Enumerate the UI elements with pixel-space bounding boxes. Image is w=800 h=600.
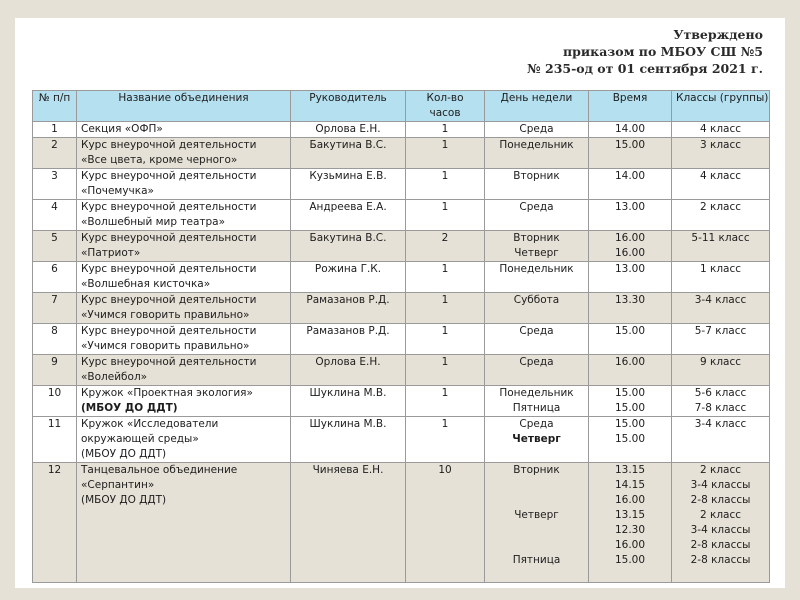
cell-classes-line: 3-4 классы — [690, 524, 751, 536]
cell-day-line: Понедельник — [499, 387, 574, 399]
cell-classes — [672, 231, 770, 262]
cell-leader: Шуклина М.В. — [291, 417, 406, 463]
cell-name — [77, 231, 291, 262]
cell-name-line: Курс внеурочной деятельности — [81, 139, 257, 151]
cell-classes-line: 1 класс — [699, 263, 742, 275]
cell-day-line: Четверг — [514, 509, 559, 521]
table-row — [33, 231, 770, 262]
cell-num: 12 — [33, 463, 77, 583]
cell-classes-line: 2 класс — [699, 464, 742, 476]
cell-num: 11 — [33, 417, 77, 463]
table-row — [33, 169, 770, 200]
cell-time-line: 16.00 — [614, 247, 646, 259]
cell-num: 2 — [33, 138, 77, 169]
cell-classes-line: 2 класс — [699, 509, 742, 521]
cell-classes — [672, 138, 770, 169]
cell-hours: 2 — [406, 231, 485, 262]
cell-time-line: 15.00 — [614, 325, 646, 337]
approval-line-1: Утверждено — [673, 27, 763, 42]
cell-time-line: 13.00 — [614, 263, 646, 275]
cell-name-line: «Учимся говорить правильно» — [81, 309, 250, 321]
cell-time-line: 15.00 — [614, 402, 646, 414]
cell-name-line: окружающей среды» — [81, 433, 199, 445]
cell-day-line — [489, 523, 584, 538]
cell-classes-line: 3-4 классы — [690, 479, 751, 491]
table-row — [33, 138, 770, 169]
cell-time-line: 13.30 — [614, 294, 646, 306]
cell-time — [589, 463, 672, 583]
cell-classes — [672, 262, 770, 293]
cell-time-line: 14.00 — [614, 123, 646, 135]
cell-day — [485, 231, 589, 262]
cell-name-line: Кружок «Проектная экология» — [81, 387, 253, 399]
cell-day-line: Пятница — [512, 554, 561, 566]
cell-hours: 1 — [406, 293, 485, 324]
cell-num: 3 — [33, 169, 77, 200]
cell-day — [485, 463, 589, 583]
cell-leader: Орлова Е.Н. — [291, 355, 406, 386]
cell-hours: 10 — [406, 463, 485, 583]
cell-classes-line: 4 класс — [699, 123, 742, 135]
table-row — [33, 463, 770, 583]
cell-hours: 1 — [406, 169, 485, 200]
cell-classes — [672, 293, 770, 324]
table-body — [33, 122, 770, 583]
cell-name — [77, 417, 291, 463]
cell-time-line: 15.00 — [614, 554, 646, 566]
cell-time — [589, 200, 672, 231]
cell-name — [77, 262, 291, 293]
cell-classes — [672, 169, 770, 200]
cell-time-line: 15.00 — [614, 387, 646, 399]
cell-day-line: Среда — [519, 201, 554, 213]
cell-time — [589, 417, 672, 463]
cell-classes-line: 5-6 класс — [694, 387, 747, 399]
cell-hours: 1 — [406, 386, 485, 417]
cell-num: 7 — [33, 293, 77, 324]
cell-day — [485, 293, 589, 324]
cell-day-line: Среда — [519, 325, 554, 337]
cell-time — [589, 122, 672, 138]
cell-classes-line: 2-8 классы — [690, 494, 751, 506]
header-hours: Кол-во часов — [406, 91, 485, 122]
cell-time-line: 16.00 — [614, 539, 646, 551]
cell-day-line: Четверг — [512, 433, 561, 445]
cell-name-line: (МБОУ ДО ДДТ) — [81, 402, 178, 414]
table-row — [33, 417, 770, 463]
cell-day-line: Вторник — [513, 232, 560, 244]
cell-day — [485, 262, 589, 293]
cell-classes — [672, 355, 770, 386]
cell-num: 5 — [33, 231, 77, 262]
cell-leader: Чиняева Е.Н. — [291, 463, 406, 583]
table-row — [33, 324, 770, 355]
cell-classes-line: 2 класс — [699, 201, 742, 213]
cell-day-line: Суббота — [513, 294, 560, 306]
cell-name — [77, 169, 291, 200]
table-row — [33, 386, 770, 417]
cell-time-line: 12.30 — [614, 524, 646, 536]
cell-classes-line: 3-4 класс — [694, 294, 747, 306]
cell-time — [589, 386, 672, 417]
cell-name-line: (МБОУ ДО ДДТ) — [81, 448, 167, 460]
cell-hours: 1 — [406, 355, 485, 386]
cell-name-line: Секция «ОФП» — [81, 123, 163, 135]
cell-name — [77, 138, 291, 169]
cell-day — [485, 200, 589, 231]
cell-num: 8 — [33, 324, 77, 355]
cell-day-line: Среда — [519, 418, 554, 430]
table-row — [33, 293, 770, 324]
cell-day — [485, 386, 589, 417]
cell-time — [589, 231, 672, 262]
cell-day-line — [489, 478, 584, 493]
cell-num: 1 — [33, 122, 77, 138]
cell-name — [77, 355, 291, 386]
header-day: День недели — [485, 91, 589, 122]
cell-name-line: «Волейбол» — [81, 371, 148, 383]
cell-leader: Бакутина В.С. — [291, 138, 406, 169]
cell-day-line — [489, 493, 584, 508]
table-row — [33, 122, 770, 138]
cell-name-line: Курс внеурочной деятельности — [81, 294, 257, 306]
cell-name-line: «Патриот» — [81, 247, 141, 259]
cell-classes-line: 3-4 класс — [694, 418, 747, 430]
cell-time — [589, 169, 672, 200]
cell-time-line: 14.15 — [614, 479, 646, 491]
header-time: Время — [589, 91, 672, 122]
cell-time-line: 13.00 — [614, 201, 646, 213]
table-header-row — [33, 91, 770, 122]
cell-time-line: 16.00 — [614, 232, 646, 244]
cell-hours: 1 — [406, 122, 485, 138]
cell-name-line: Курс внеурочной деятельности — [81, 325, 257, 337]
cell-name-line: Танцевальное объединение — [81, 464, 238, 476]
table-row — [33, 262, 770, 293]
cell-day-line — [489, 538, 584, 553]
cell-name-line: Курс внеурочной деятельности — [81, 356, 257, 368]
cell-hours: 1 — [406, 417, 485, 463]
cell-time-line: 15.00 — [614, 433, 646, 445]
cell-leader: Бакутина В.С. — [291, 231, 406, 262]
cell-name-line: Курс внеурочной деятельности — [81, 232, 257, 244]
cell-classes — [672, 463, 770, 583]
header-num: № п/п — [33, 91, 77, 122]
cell-hours: 1 — [406, 324, 485, 355]
cell-leader: Шуклина М.В. — [291, 386, 406, 417]
cell-classes-line: 4 класс — [699, 170, 742, 182]
cell-time-line: 16.00 — [614, 356, 646, 368]
cell-classes-line: 3 класс — [699, 139, 742, 151]
cell-hours: 1 — [406, 138, 485, 169]
cell-num: 10 — [33, 386, 77, 417]
cell-time-line: 16.00 — [614, 494, 646, 506]
cell-leader: Орлова Е.Н. — [291, 122, 406, 138]
cell-time-line: 15.00 — [614, 418, 646, 430]
cell-num: 6 — [33, 262, 77, 293]
cell-leader: Рамазанов Р.Д. — [291, 324, 406, 355]
cell-name-line: (МБОУ ДО ДДТ) — [81, 494, 167, 506]
cell-day — [485, 122, 589, 138]
cell-name — [77, 200, 291, 231]
cell-time-line: 15.00 — [614, 139, 646, 151]
cell-name — [77, 122, 291, 138]
cell-leader: Кузьмина Е.В. — [291, 169, 406, 200]
cell-name-line: Кружок «Исследователи — [81, 418, 219, 430]
cell-classes — [672, 386, 770, 417]
cell-name-line: Курс внеурочной деятельности — [81, 263, 257, 275]
cell-day — [485, 138, 589, 169]
cell-classes-line: 5-11 класс — [691, 232, 750, 244]
cell-hours: 1 — [406, 200, 485, 231]
cell-name-line: «Серпантин» — [81, 479, 155, 491]
cell-day — [485, 417, 589, 463]
cell-day-line: Пятница — [512, 402, 561, 414]
table-row — [33, 200, 770, 231]
cell-classes-line: 5-7 класс — [694, 325, 747, 337]
cell-name — [77, 463, 291, 583]
cell-day-line: Понедельник — [499, 263, 574, 275]
header-name: Название объединения — [77, 91, 291, 122]
approval-stamp — [463, 26, 763, 77]
cell-leader: Рожина Г.К. — [291, 262, 406, 293]
cell-day-line: Вторник — [513, 464, 560, 476]
cell-day — [485, 169, 589, 200]
approval-line-2: приказом по МБОУ СШ №5 — [563, 44, 763, 59]
cell-name-line: Курс внеурочной деятельности — [81, 201, 257, 213]
cell-name-line: «Все цвета, кроме черного» — [81, 154, 238, 166]
cell-leader: Рамазанов Р.Д. — [291, 293, 406, 324]
document-page — [15, 18, 785, 588]
cell-classes — [672, 324, 770, 355]
schedule-table — [32, 90, 770, 583]
cell-time — [589, 262, 672, 293]
cell-hours: 1 — [406, 262, 485, 293]
cell-name-line: «Учимся говорить правильно» — [81, 340, 250, 352]
approval-line-3: № 235-од от 01 сентября 2021 г. — [527, 61, 763, 76]
header-classes: Классы (группы) — [672, 91, 770, 122]
cell-name-line: «Волшебный мир театра» — [81, 216, 226, 228]
table-row — [33, 355, 770, 386]
cell-name-line: «Волшебная кисточка» — [81, 278, 211, 290]
cell-name — [77, 324, 291, 355]
cell-time-line: 13.15 — [614, 509, 646, 521]
cell-classes-line: 2-8 классы — [690, 539, 751, 551]
cell-day-line: Среда — [519, 123, 554, 135]
cell-time — [589, 293, 672, 324]
cell-time — [589, 138, 672, 169]
cell-time — [589, 355, 672, 386]
cell-leader: Андреева Е.А. — [291, 200, 406, 231]
cell-day-line: Понедельник — [499, 139, 574, 151]
cell-classes — [672, 122, 770, 138]
cell-time-line: 14.00 — [614, 170, 646, 182]
cell-classes — [672, 200, 770, 231]
cell-day-line: Среда — [519, 356, 554, 368]
cell-name-line: Курс внеурочной деятельности — [81, 170, 257, 182]
cell-day — [485, 355, 589, 386]
cell-day-line: Вторник — [513, 170, 560, 182]
cell-name — [77, 386, 291, 417]
cell-day — [485, 324, 589, 355]
cell-day-line: Четверг — [514, 247, 559, 259]
cell-classes-line: 2-8 классы — [690, 554, 751, 566]
cell-time — [589, 324, 672, 355]
cell-num: 4 — [33, 200, 77, 231]
cell-classes-line: 7-8 класс — [694, 402, 747, 414]
cell-num: 9 — [33, 355, 77, 386]
cell-classes — [672, 417, 770, 463]
cell-classes-line: 9 класс — [699, 356, 742, 368]
cell-name-line: «Почемучка» — [81, 185, 154, 197]
cell-name — [77, 293, 291, 324]
header-leader: Руководитель — [291, 91, 406, 122]
cell-time-line: 13.15 — [614, 464, 646, 476]
